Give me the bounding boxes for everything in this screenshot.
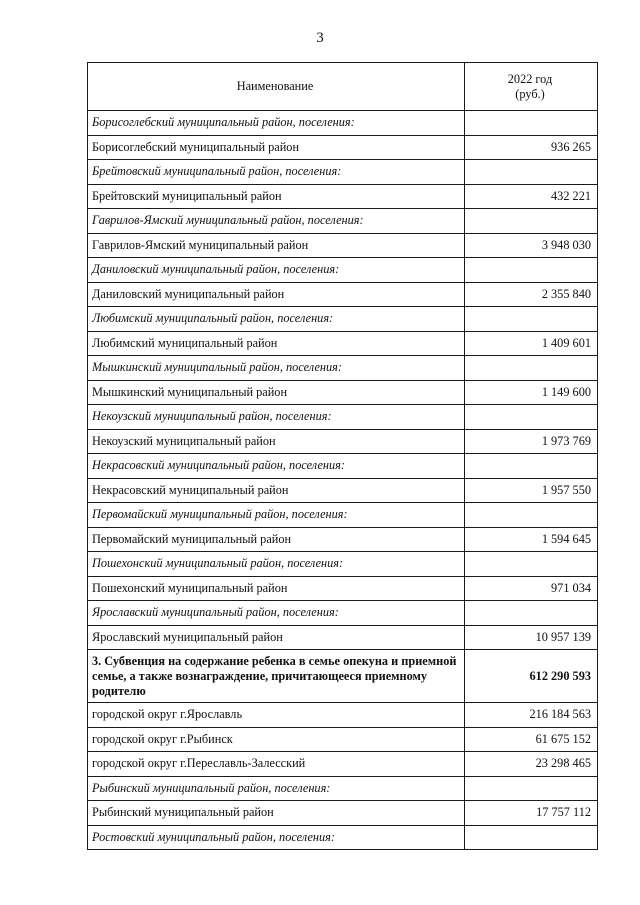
row-name-cell: Мышкинский муниципальный район [88, 380, 465, 405]
table-section-row [88, 601, 598, 626]
table-body [88, 111, 598, 850]
row-value-cell: 61 675 152 [465, 727, 598, 752]
row-name-cell: Ярославский муниципальный район, поселения: [88, 601, 465, 626]
row-name-cell: Любимский муниципальный район, поселения: [88, 307, 465, 332]
table-total-row [88, 650, 598, 703]
row-value-cell: 1 594 645 [465, 527, 598, 552]
row-name-cell: Рыбинский муниципальный район [88, 801, 465, 826]
table-section-row [88, 454, 598, 479]
row-value-cell: 2 355 840 [465, 282, 598, 307]
table-section-row [88, 825, 598, 850]
row-name-cell: Некоузский муниципальный район, поселения: [88, 405, 465, 430]
table-section-row [88, 405, 598, 430]
table-row [88, 801, 598, 826]
row-name-cell: Первомайский муниципальный район, поселения: [88, 503, 465, 528]
table-row [88, 527, 598, 552]
table-section-row [88, 160, 598, 185]
row-name-cell: Ростовский муниципальный район, поселения: [88, 825, 465, 850]
row-name-cell: городской округ г.Рыбинск [88, 727, 465, 752]
column-header-year [465, 63, 598, 111]
table-row [88, 752, 598, 777]
column-header-name: Наименование [88, 63, 465, 111]
row-name-cell: Мышкинский муниципальный район, поселения: [88, 356, 465, 381]
row-value-cell: 1 149 600 [465, 380, 598, 405]
row-value-cell [465, 503, 598, 528]
row-name-cell: Пошехонский муниципальный район [88, 576, 465, 601]
row-value-cell: 612 290 593 [465, 650, 598, 703]
page-number: 3 [316, 30, 324, 46]
table-section-row [88, 307, 598, 332]
row-name-cell: Гаврилов-Ямский муниципальный район, поселения: [88, 209, 465, 234]
row-name-cell: Даниловский муниципальный район [88, 282, 465, 307]
row-value-cell: 432 221 [465, 184, 598, 209]
table-row [88, 727, 598, 752]
row-name-cell: Борисоглебский муниципальный район [88, 135, 465, 160]
row-value-cell [465, 405, 598, 430]
row-value-cell [465, 552, 598, 577]
table-section-row [88, 356, 598, 381]
table-section-row [88, 209, 598, 234]
row-name-cell: городской округ г.Ярославль [88, 703, 465, 728]
row-name-cell: Пошехонский муниципальный район, поселения: [88, 552, 465, 577]
row-name-cell: Некрасовский муниципальный район, поселения: [88, 454, 465, 479]
row-name-cell: Даниловский муниципальный район, поселения: [88, 258, 465, 283]
table-row [88, 282, 598, 307]
row-value-cell: 971 034 [465, 576, 598, 601]
row-name-cell: Первомайский муниципальный район [88, 527, 465, 552]
table-section-row [88, 503, 598, 528]
row-value-cell: 23 298 465 [465, 752, 598, 777]
row-value-cell: 216 184 563 [465, 703, 598, 728]
table-section-row [88, 258, 598, 283]
table-row [88, 233, 598, 258]
row-name-cell: Брейтовский муниципальный район, поселения: [88, 160, 465, 185]
row-value-cell [465, 454, 598, 479]
row-value-cell: 1 973 769 [465, 429, 598, 454]
row-name-cell: 3. Субвенция на содержание ребенка в семье опекуна и приемной семье, а также вознаграждение, причитающееся приемному родителю [88, 650, 465, 703]
table-row [88, 478, 598, 503]
row-name-cell: Гаврилов-Ямский муниципальный район [88, 233, 465, 258]
row-value-cell: 1 957 550 [465, 478, 598, 503]
row-value-cell: 1 409 601 [465, 331, 598, 356]
row-value-cell [465, 356, 598, 381]
row-name-cell: Некрасовский муниципальный район [88, 478, 465, 503]
row-value-cell [465, 601, 598, 626]
row-value-cell [465, 209, 598, 234]
row-value-cell: 3 948 030 [465, 233, 598, 258]
row-name-cell: Рыбинский муниципальный район, поселения: [88, 776, 465, 801]
row-name-cell: Брейтовский муниципальный район [88, 184, 465, 209]
table-row [88, 429, 598, 454]
table-row [88, 184, 598, 209]
table-section-row [88, 111, 598, 136]
column-header-year-label: 2022 год [507, 71, 553, 86]
row-value-cell [465, 825, 598, 850]
row-name-cell: Борисоглебский муниципальный район, поселения: [88, 111, 465, 136]
row-name-cell: городской округ г.Переславль-Залесский [88, 752, 465, 777]
table-row [88, 625, 598, 650]
table-row [88, 135, 598, 160]
row-value-cell: 936 265 [465, 135, 598, 160]
table-section-row [88, 776, 598, 801]
subsidy-table [87, 62, 598, 850]
table-row [88, 703, 598, 728]
row-value-cell [465, 111, 598, 136]
row-name-cell: Некоузский муниципальный район [88, 429, 465, 454]
row-value-cell [465, 258, 598, 283]
row-value-cell [465, 160, 598, 185]
row-value-cell [465, 307, 598, 332]
table-section-row [88, 552, 598, 577]
table-header-row [88, 63, 598, 111]
row-value-cell: 17 757 112 [465, 801, 598, 826]
table-row [88, 380, 598, 405]
column-header-unit: (руб.) [515, 86, 545, 101]
row-name-cell: Ярославский муниципальный район [88, 625, 465, 650]
table-row [88, 331, 598, 356]
row-value-cell: 10 957 139 [465, 625, 598, 650]
table-row [88, 576, 598, 601]
row-value-cell [465, 776, 598, 801]
row-name-cell: Любимский муниципальный район [88, 331, 465, 356]
